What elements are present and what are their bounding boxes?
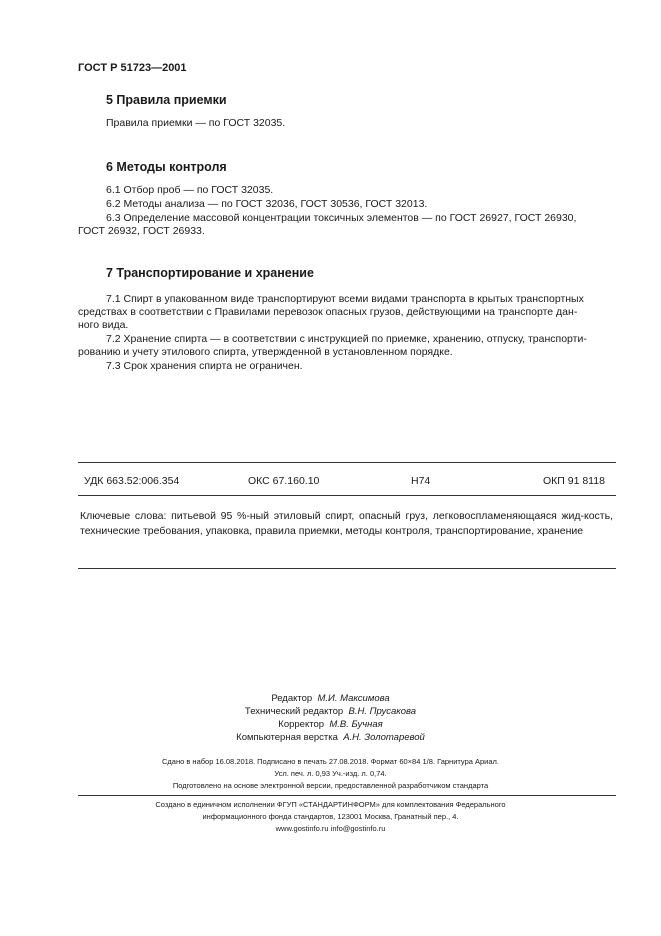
section-6-3-line2: ГОСТ 26932, ГОСТ 26933.: [78, 225, 205, 237]
section-5-text: Правила приемки — по ГОСТ 32035.: [106, 117, 286, 129]
section-7-1-line2: средствах в соответствии с Правилами перевозок опасных грузов, действующими на транспорте дан-: [78, 306, 578, 318]
oks-code: ОКС 67.160.10: [248, 475, 320, 487]
section-7-2-line1: 7.2 Хранение спирта — в соответствии с инструкцией по приемке, хранению, отпуску, транспорти-: [106, 333, 587, 345]
divider-middle: [78, 495, 616, 496]
imprint-divider: [78, 795, 616, 796]
section-7-1-line1: 7.1 Спирт в упакованном виде транспортируют всеми видами транспорта в крытых транспортных: [106, 293, 584, 305]
section-7-2-line2: рованию и учету этилового спирта, утвержденной в установленном порядке.: [78, 346, 453, 358]
corrector-line: Корректор М.В. Бучная: [278, 719, 383, 730]
divider-top: [78, 462, 616, 463]
imprint-line-6: www.gostinfo.ru info@gostinfo.ru: [275, 824, 386, 833]
imprint-line-1: Сдано в набор 16.08.2018. Подписано в печать 27.08.2018. Формат 60×84 1/8. Гарнитура Ариал.: [162, 757, 499, 766]
divider-bottom: [78, 568, 616, 569]
imprint-line-4: Создано в единичном исполнении ФГУП «СТАНДАРТИНФОРМ» для комплектования Федерального: [155, 800, 506, 809]
okp-code: ОКП 91 8118: [543, 475, 605, 487]
section-7-3: 7.3 Срок хранения спирта не ограничен.: [106, 360, 303, 372]
tech-editor-line: Технический редактор В.Н. Прусакова: [244, 706, 417, 717]
section-6-1: 6.1 Отбор проб — по ГОСТ 32035.: [106, 184, 274, 196]
section-5-title: 5 Правила приемки: [106, 93, 227, 107]
imprint-line-5: информационного фонда стандартов, 123001 Москва, Гранатный пер., 4.: [202, 812, 459, 821]
imprint-line-2: Усл. печ. л. 0,93 Уч.-изд. л. 0,74.: [274, 769, 387, 778]
layout-line: Компьютерная верстка А.Н. Золотаревой: [236, 732, 425, 743]
tech-editor-name: В.Н. Прусакова: [348, 706, 417, 717]
section-7-title: 7 Транспортирование и хранение: [106, 266, 314, 280]
imprint-line-3: Подготовлено на основе электронной версии, предоставленной разработчиком стандарта: [172, 781, 489, 790]
layout-name: А.Н. Золотаревой: [343, 732, 425, 743]
section-6-2: 6.2 Методы анализа — по ГОСТ 32036, ГОСТ 30536, ГОСТ 32013.: [106, 198, 428, 210]
section-6-title: 6 Методы контроля: [106, 160, 227, 174]
udk-code: УДК 663.52:006.354: [84, 475, 180, 487]
editor-line: Редактор М.И. Максимова: [271, 693, 390, 704]
editor-name: М.И. Максимова: [317, 693, 390, 704]
section-7-1-line3: ного вида.: [78, 319, 129, 331]
document-header: ГОСТ Р 51723—2001: [78, 62, 187, 74]
section-6-3-line1: 6.3 Определение массовой концентрации токсичных элементов — по ГОСТ 26927, ГОСТ 26930,: [106, 212, 577, 224]
corrector-name: М.В. Бучная: [329, 719, 383, 730]
keywords: Ключевые слова: питьевой 95 %-ный этиловый спирт, опасный груз, легковоспламеняющаяся жид-кость, технические требования, упаковка, правила приемки, методы контроля, транспортирование, хранение: [80, 510, 613, 537]
h-code: Н74: [411, 475, 431, 487]
